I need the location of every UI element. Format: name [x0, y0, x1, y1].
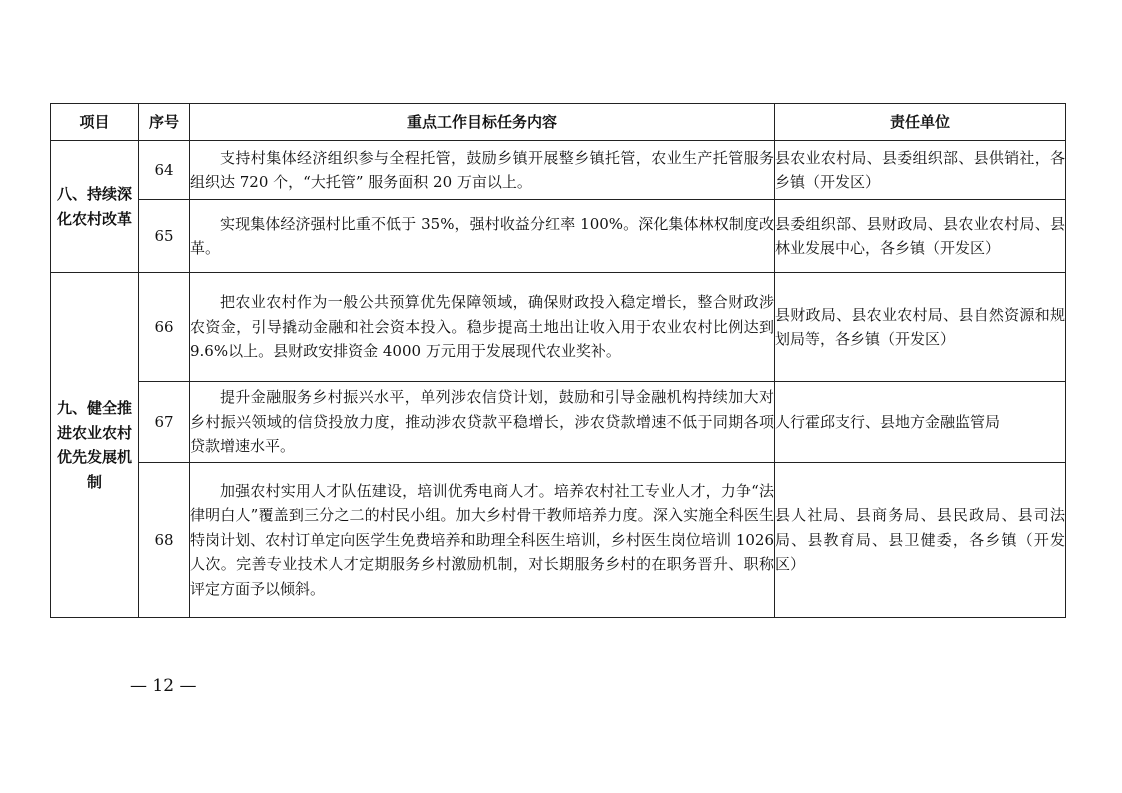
table-row [51, 141, 1066, 200]
responsible-unit: 县财政局、县农业农村局、县自然资源和规划局等，各乡镇（开发区） [775, 273, 1066, 382]
header-task: 重点工作目标任务内容 [190, 104, 775, 141]
page-number: — 12 — [130, 676, 197, 696]
task-content: 实现集体经济强村比重不低于 35%，强村收益分红率 100%。深化集体林权制度改革。 [190, 200, 775, 273]
table-row [51, 273, 1066, 382]
table-row [51, 200, 1066, 273]
task-content: 提升金融服务乡村振兴水平，单列涉农信贷计划，鼓励和引导金融机构持续加大对乡村振兴领域的信贷投放力度，推动涉农贷款平稳增长，涉农贷款增速不低于同期各项贷款增速水平。 [190, 382, 775, 463]
header-unit: 责任单位 [775, 104, 1066, 141]
project-cell: 八、持续深化农村改革 [51, 141, 139, 273]
task-content: 加强农村实用人才队伍建设，培训优秀电商人才。培养农村社工专业人才，力争“法律明白人”覆盖到三分之二的村民小组。加大乡村骨干教师培养力度。深入实施全科医生特岗计划、农村订单定向医学生免费培养和助理全科医生培训，乡村医生岗位培训 1026 人次。完善专业技术人才定期服务乡村激励机制，对长期服务乡村的在职务晋升、职称评定方面予以倾斜。 [190, 463, 775, 618]
responsible-unit: 人行霍邱支行、县地方金融监管局 [775, 382, 1066, 463]
task-content: 支持村集体经济组织参与全程托管，鼓励乡镇开展整乡镇托管，农业生产托管服务组织达 720 个，“大托管” 服务面积 20 万亩以上。 [190, 141, 775, 200]
responsible-unit: 县人社局、县商务局、县民政局、县司法局、县教育局、县卫健委，各乡镇（开发区） [775, 463, 1066, 618]
project-cell: 九、健全推进农业农村优先发展机制 [51, 273, 139, 618]
row-number: 64 [139, 141, 190, 200]
row-number: 65 [139, 200, 190, 273]
header-number: 序号 [139, 104, 190, 141]
table-header-row [51, 104, 1066, 141]
table-row [51, 382, 1066, 463]
row-number: 66 [139, 273, 190, 382]
responsible-unit: 县委组织部、县财政局、县农业农村局、县林业发展中心，各乡镇（开发区） [775, 200, 1066, 273]
table-row [51, 463, 1066, 618]
row-number: 68 [139, 463, 190, 618]
row-number: 67 [139, 382, 190, 463]
task-table [50, 103, 1066, 618]
task-content: 把农业农村作为一般公共预算优先保障领域，确保财政投入稳定增长，整合财政涉农资金，引导撬动金融和社会资本投入。稳步提高土地出让收入用于农业农村比例达到 9.6%以上。县财政安排资金 4000 万元用于发展现代农业奖补。 [190, 273, 775, 382]
responsible-unit: 县农业农村局、县委组织部、县供销社，各乡镇（开发区） [775, 141, 1066, 200]
header-project: 项目 [51, 104, 139, 141]
